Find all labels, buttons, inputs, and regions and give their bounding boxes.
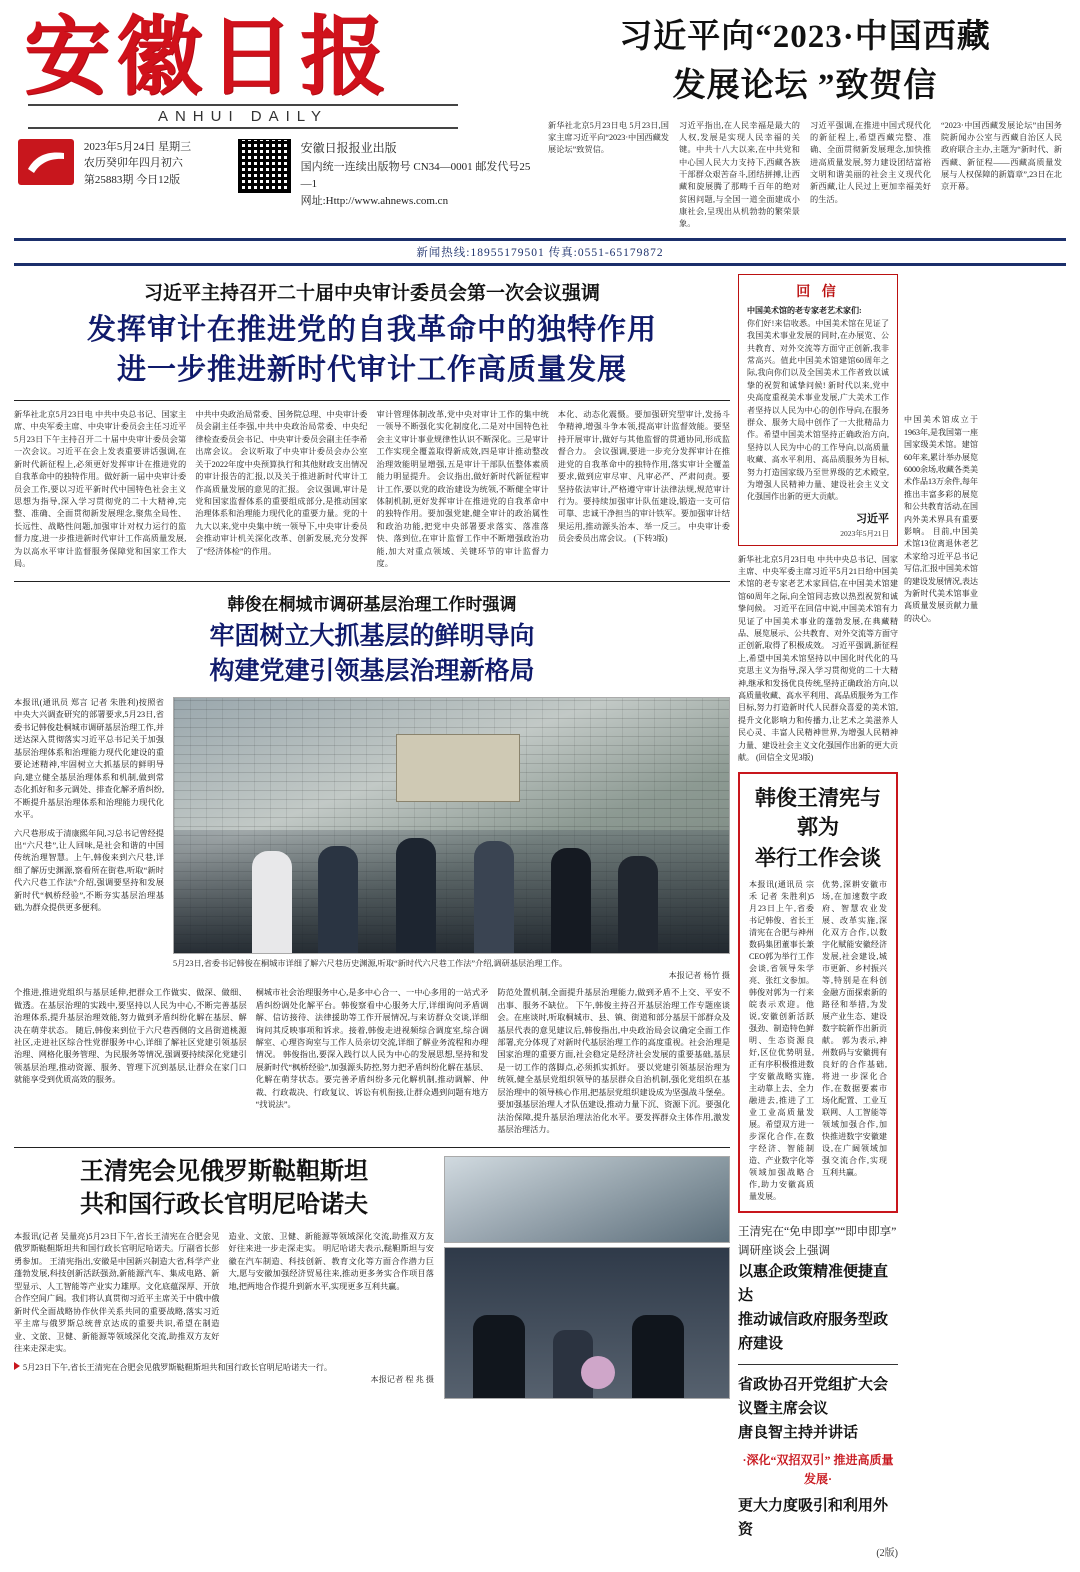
newspaper-logo-chinese: 安徽日报	[24, 9, 392, 105]
page-body	[0, 266, 1080, 1571]
masthead	[0, 0, 1080, 230]
banner-col-2: 习近平指出,在人民幸福是最大的人权,发展是实现人民幸福的关键。中共十八大以来,在中共党和中心国人民大力支持下,西藏各族干部群众艰苦奋斗,团结拼搏,让西藏和旋展腾了那畴千百年的绝对贫困问题,与全国一道全面建成小康社会,呈现出从机勃勃的繁荣景象。	[679, 120, 800, 229]
bottom-headline-line2: 共和国行政长官明尼哈诺夫	[80, 1192, 368, 1219]
banner-col-1: 新华社北京5月23日电 5月23日,国家主席习近平向“2023·中国西藏发展论坛”致贺信。	[548, 120, 669, 155]
section2-col-3: 桐城市社会治理服务中心,是多中心合一、一中心多用的一站式矛盾纠纷调处化解平台。韩俊察看中心服务大厅,详细询问矛盾调解、信访接待、法律援助等工作开展情况,与来访群众交谈,详细询问其反映事项和诉求。接着,韩俊走进视频综合调度室,综合调解室、心理咨询室与工作人员亲切交流,详细了解业务流程和办理情况。 韩俊指出,要深入践行以人民为中心的发展思想,坚持和发展新时代“枫桥经验”,加强源头防控,努力把矛盾纠纷化解在基层、化解在萌芽状态。要完善矛盾纠纷多元化解机制,推动调解、仲裁、行政裁决、行政复议、诉讼有机衔接,让群众遇到问题有地方“找说法”。	[255, 988, 489, 1110]
hotline-bar: 新闻热线:18955179501 传真:0551-65179872	[14, 238, 1066, 266]
banner-col-4: “2023·中国西藏发展论坛”由国务院新闻办公室与西藏自治区人民政府联合主办,主题为“新时代、新西藏、新征程——西藏高质量发展与人权保障的新篇章”,23日在北京开幕。	[941, 120, 1062, 192]
divider	[14, 581, 730, 582]
bottom-left-text	[14, 1156, 434, 1399]
bottom-photo-note	[14, 1362, 434, 1374]
anhui-emblem-icon	[18, 139, 74, 185]
letter-date: 2023年5月21日	[840, 528, 889, 538]
banner-body-columns	[548, 120, 1062, 231]
section2-col-4: 防范处置机制,全面提升基层治理能力,做到矛盾不上交、平安不出事、服务不缺位。 下午,韩俊主持召开基层治理工作专题座谈会。在座谈时,听取桐城市、县、镇、街道和部分基层干部群众及基层代表的意见建议后,韩俊指出,中央政治局会议确定全面工作部署,充分体现了对新时代基层治理工作的高度重视。社会治理是国家治理的重要方面,社会稳定是经济社会发展的重要基础,基层是一切工作的落脚点,必须抓实抓好。 要以党建引领基层治理为统领,健全基层党组织领导的基层群众自治机制,强化党组织在基层治理中的领导核心作用,把基层党组织建设成为坚强战斗堡垒。要加强基层治理人才队伍建设,推动力量下沉、资源下沉。要强化法治保障,提升基层治理法治化水平。要发挥群众主体作用,激发基层治理活力。	[497, 988, 731, 1135]
banner-col-3: 习近平强调,在推进中国式现代化的新征程上,希望西藏完整、准确、全面贯彻新发展理念,加快推进高质量发展,努力建设团结富裕文明和谐美丽的社会主义现代化新西藏,让人民过上更加幸福美好的生活。	[810, 120, 931, 204]
lunar-date: 农历癸卯年四月初六	[83, 157, 183, 170]
brief-2-line2[interactable]: 唐良智主持并讲话	[738, 1425, 859, 1442]
bottom-headline-line1: 王清宪会见俄罗斯鞑靼斯坦	[80, 1158, 368, 1185]
campaign-strip: ·深化“双招双引” 推进高质量发展·	[742, 1453, 894, 1487]
briefs-list	[738, 1223, 898, 1561]
brief-1-line1[interactable]: 以惠企政策精准便捷直达	[738, 1264, 889, 1305]
section2-photo-block	[173, 697, 730, 981]
brief-1-kicker[interactable]: 王清宪在“免申即享”“即申即享”调研座谈会上强调	[738, 1226, 897, 1257]
lead-col-2: 中共中央政治局常委、国务院总理、中央审计委员会副主任李强,中共中央政治局常委、中央纪律检查委员会书记、中央审计委员会副主任李希出席会议。 会议听取了中央审计委员会办公室关于2022年度中央预算执行和其他财政支出情况的审计报告的汇报,以及关于推进新时代审计工作高质量发展的意见的汇报。 会议强调,审计是党和国家监督体系的重要组成部分,是推动国家治理体系和治理能力现代化的重要力量。党的十九大以来,党中央集中统一领导下,中央审计委员会推动审计机关深化改革、创新发展,充分发挥了“经济体检”的作用。	[195, 409, 368, 556]
bottom-left-story	[14, 1156, 730, 1399]
lead-kicker: 习近平主持召开二十届中央审计委员会第一次会议强调	[143, 283, 600, 305]
section2-kicker: 韩俊在桐城市调研基层治理工作时强调	[227, 594, 517, 614]
right-column-zone	[738, 274, 1080, 1561]
photo-caption: 5月23日,省委书记韩俊在桐城市详细了解六尺巷历史渊源,听取“新时代六尺巷工作法”介绍,调研基层治理工作。	[173, 958, 568, 968]
masthead-left	[18, 10, 538, 230]
section2-layout	[14, 697, 730, 981]
newspaper-logo-english: ANHUI DAILY	[28, 104, 458, 129]
website-url[interactable]: 网址:Http://www.ahnews.com.cn	[300, 195, 449, 208]
banner-headline-line2: 发展论坛 ”致贺信	[672, 67, 938, 104]
red-bordered-story	[738, 772, 898, 1213]
lead-headline-line1: 发挥审计在推进党的自我革命中的独特作用	[86, 314, 657, 347]
brief-1-line2[interactable]: 推动诚信政府服务型政府建设	[738, 1312, 889, 1353]
divider	[14, 1147, 730, 1148]
lead-col-1: 新华社北京5月23日电 中共中央总书记、国家主席、中央军委主席、中央审计委员会主任习近平5月23日下午主持召开二十届中央审计委员会第一次会议。习近平在会上发表重要讲话强调,在新时代新征程上,必须更好发挥审计在推进党的自我革命中的独特作用。做好新一届中央审计委员会工作,要以习近平新时代中国特色社会主义思想为指导,深入学习贯彻党的二十大精神,完整、准确、全面贯彻新发展理念,聚焦全局性、长远性、战略性问题,加强审计对权力运行的监督力度,进一步推进新时代审计工作高质量发展,为以高水平审计监督服务保障党和国家工作大局。	[14, 409, 187, 569]
section2-headline-line2: 构建党建引领基层治理新格局	[209, 657, 535, 685]
section2-col-1	[14, 697, 164, 981]
bottom-photo-block	[444, 1156, 730, 1399]
vertical-headline-stack	[984, 274, 1080, 1561]
publish-date: 2023年5月24日 星期三	[83, 140, 192, 153]
lead-col-4: 本化、动态化震慑。要加强研究型审计,发扬斗争精神,增强斗争本领,提高审计监督效能。要坚持开展审计,做好与其他监督的贯通协同,形成监督合力。 会议强调,要进一步充分发挥审计在推进党的自我革命中的独特作用,落实审计全覆盖要求,做到应审尽审、凡审必严、严肃问责。要坚持依法审计,严格遵守审计法律法规,规范审计行为。要持续加强审计队伍建设,锻造一支可信可靠、忠诚干净担当的审计铁军。要加强审计结果运用,推动源头治本、举一反三。 中央审计委员会委员出席会议。 (下转3版)	[557, 409, 730, 544]
left-column-zone	[14, 274, 730, 1561]
bottom-col-1: 本报讯(记者 吴量亮)5月23日下午,省长王清宪在合肥会见俄罗斯鞑靼斯坦共和国行政长官明尼哈诺夫。厅副省长彭勇参加。 王清宪指出,安徽是中国新兴制造大省,科学产业蓬勃发展,科技创新活跃强劲,新能源汽车、集成电路、新型显示、人工智能等产业实力雄厚。文化底蕴深厚、开放合作空间广阔。我们将认真贯彻习近平主席关于中俄中俄新时代全面战略协作伙伴关系共同的重要战略,落实习近平主席与俄罗斯总统普京达成的重要共识,希望在制造业、文旅、卫健、新能源等领域深化交流,助推双方友好往来走深走实。	[14, 1231, 220, 1354]
red-story-headline-line2: 举行工作会谈	[755, 846, 881, 871]
lead-body-columns	[14, 409, 730, 571]
publisher-name: 安徽日报报业出版	[300, 140, 397, 155]
photo-credit: 本报记者 杨竹 摄	[668, 971, 730, 981]
letter-salutation: 中国美术馆的老专家老艺术家们:	[747, 306, 862, 316]
section2-col-2: 个推进,推进党组织与基层延伸,把群众工作做实、做深、做细、做透。在基层治理的实践中,要坚持以人民为中心,不断完善基层治理体系,提升基层治理效能,努力做到矛盾纠纷化解在基层、解决在萌芽状态。 随后,韩俊来到位于六尺巷西侧的文昌街道桃源社区,走进社区综合性党群服务中心,详细了解社区党建引领基层治理、网格化服务管理、为民服务等情况,强调要持续深化党建引领基层治理,推动资源、服务、管理下沉到基层,让群众在家门口就能享受到优质高效的服务。	[14, 988, 247, 1085]
page-reference: (2版)	[876, 1547, 898, 1559]
masthead-dates	[84, 139, 229, 189]
masthead-info	[18, 139, 538, 211]
divider	[14, 400, 730, 401]
right-left-subcolumn	[738, 274, 898, 1561]
bottom-col-2: 造业、文旅、卫健、新能源等领域深化交流,助推双方友好往来进一步走深走实。 明尼哈诺夫表示,鞑靼斯坦与安徽在汽车制造、科技创新、教育文化等方面合作潜力巨大,愿与安徽加强经济贸易往来,推动更多务实合作项目落地,把两地合作提升到新水平,实现更多互利共赢。	[228, 1231, 434, 1291]
reply-news-col-2: 中国美术馆成立于1963年,是我国第一座国家级美术馆。建馆60年来,累计举办展览6000余场,收藏各类美术作品13万余件,每年推出丰富多彩的展览和公共教育活动,在国内外美术界具有重要影响。 目前,中国美术馆13位离退休老艺术家给习近平总书记写信,汇报中国美术馆的建设发展情况,表达为新时代美术馆事业高质量发展贡献力量的决心。	[904, 415, 978, 623]
section2-headline-line1: 牢固树立大抓基层的鲜明导向	[209, 622, 535, 650]
letter-signature: 习近平	[856, 512, 889, 525]
section2-lower-columns	[14, 987, 730, 1137]
section2-col-1-p2: 六尺巷形成于清康熙年间,习总书记曾经提出“六尺巷”,让人回味,是社会和谐的中国传统治理智慧。上午,韩俊来到六尺巷,详细了解历史渊源,察看所在街巷,听取“新时代六尺巷工作法”介绍,强调要坚持和发展新时代“枫桥经验”,不断夯实基层治理基础,为群众提供更多便利。	[14, 828, 164, 913]
divider	[738, 1364, 898, 1365]
brief-2-line1[interactable]: 省政协召开党组扩大会议暨主席会议	[738, 1377, 889, 1418]
masthead-publisher-block	[301, 139, 538, 211]
meeting-photo	[444, 1247, 730, 1399]
red-story-col-1: 本报讯(通讯员 宗禾 记者 朱胜利)5月23日上午,省委书记韩俊、省长王清宪在合肥与神州数码集团董事长兼CEO郭为举行工作会谈,省领导朱学亮、张红文参加。 韩俊对郭为一行来皖表示欢迎。他说,安徽创新活跃强劲、制造特色鲜明、生态资源良好,区位优势明显,正有序积极推进数字安徽战略实施,主动靠上去、全力融进去,推进了工业工业高质量发展。希望双方进一步深化合作,在数字经济、智能制造、产业数字化等领域加强战略合作,助力安徽高质量发展。	[749, 880, 814, 1202]
red-story-col-2: 优势,深耕安徽市场,在加速数字政府、智慧农业发展、改革实施,深化双方合作,以数字化赋能安徽经济发展,社会建设,城市更新、乡村振兴等,特别是在科创金融方面探索新的路径和举措,为发展产业生态、建设数字皖新作出新贡献。 郭为表示,神州数码与安徽拥有良好的合作基础,将进一步深化合作,在数据要素市场化配置、工业互联网、人工智能等领域加强合作,加快推进数字安徽建设,在广阔领域加强交流合作,实现互利共赢。	[822, 880, 887, 1178]
letter-header: 回 信	[796, 285, 840, 301]
triangle-bullet-icon	[14, 1362, 20, 1370]
section2-col-1-p1: 本报讯(通讯员 郑言 记者 朱胜利)按照省中央大兴调查研究的部署要求,5月23日,省委书记韩俊赴桐城市调研基层治理工作,并送达深入贯彻落实习近平总书记关于加强基层治理体系和治理能力现代化建设的重要论述精神,牢固树立大抓基层的鲜明导向,建立健全基层治理体系和机制,做到常态化抓好和多元调处、排查化解矛盾纠纷,不断提升基层治理体系和治理能力现代化水平。	[14, 697, 164, 820]
letter-body: 你们好!来信收悉。中国美术馆在见证了我国美术事业发展的同时,在办展览、公共教育、对外交流等方面守正创新,我非常高兴。值此中国美术馆建馆60周年之际,我向你们以及全国美术工作者致以诚挚的祝贺和诚挚问候! 新时代以来,党中央高度重视美术事业发展,广大美术工作者坚持以人民为中心的创作导向,在服务群众、服务大局中创作了一大批精品力作。希望中国美术馆坚持正确政治方向,坚持以人民为中心的工作导向,以高质量收藏、高水平利用、高品质服务为目标,努力打造国家级乃至世界级的艺术殿堂,为增强人民精神力量、建设社会主义文化强国作出新的更大贡献。	[747, 318, 889, 502]
inspection-photo	[173, 697, 730, 954]
lead-headline-line2: 进一步推进新时代审计工作高质量发展	[116, 353, 627, 386]
brief-3-line[interactable]: 更大力度吸引和利用外资	[738, 1497, 889, 1538]
reply-news-col-1: 新华社北京5月23日电 中共中央总书记、国家主席、中央军委主席习近平5月21日给中国美术馆的老专家老艺术家回信,在中国美术馆建馆60周年之际,向全馆同志致以热烈祝贺和诚挚问候。 习近平在回信中说,中国美术馆有力见证了中国美术事业的蓬勃发展,在典藏精品、展览展示、公共教育、对外交流等方面守正创新,取得了积极成效。 习近平强调,新征程上,希望中国美术馆坚持以中国化时代化的马克思主义为指导,深入学习贯彻党的二十大精神,继承和发扬优良传统,坚持正确政治方向,以高质量收藏、高水平利用、高品质服务为工作目标,努力打造新时代人民群众喜爱的美术馆,提升文化影响力和传播力,让艺术之美滋养人民心灵、丰富人民精神世界,为增强人民精神力量、建设社会主义文化强国作出新的更大贡献。 (回信全文见3版)	[738, 554, 898, 762]
masthead-lead-banner	[538, 10, 1062, 230]
issue-number: 第25883期 今日12版	[83, 173, 181, 186]
lead-col-3: 审计管理体制改革,党中央对审计工作的集中统一领导不断强化实化制度化,二是对中国特色社会主义审计事业规律性认识不断深化。三是审计工作实现全覆盖取得新成效,四是审计推动整改治理效能明显增强,五是审计干部队伍整体素质能力明显提升。 会议指出,做好新时代新征程审计工作,要以党的政治建设为统领,不断健全审计体制机制,更好发挥审计在推进党的自我革命中的独特作用。要加强党建,健全审计的政治属性和政治功能,把党中央部署要求落实、落准落快、落到位,在审计监督工作中不断增强政治功能,加大对重点领域、关键环节的审计监督力度。	[376, 409, 549, 569]
banner-headline-line1: 习近平向“2023·中国西藏	[619, 19, 991, 55]
registration-number: 国内统一连续出版物号 CN34—0001 邮发代号25—1	[300, 161, 531, 191]
red-story-headline-line1: 韩俊王清宪与郭为	[755, 786, 881, 839]
qr-code-icon[interactable]	[238, 139, 290, 193]
landscape-photo	[444, 1156, 730, 1243]
bottom-photo-note-text: 5月23日下午,省长王清宪在合肥会见俄罗斯鞑靼斯坦共和国行政长官明尼哈诺夫一行。	[23, 1362, 333, 1372]
reply-letter-box	[738, 274, 898, 545]
bottom-photo-credit: 本报记者 程 兆 摄	[370, 1374, 434, 1384]
